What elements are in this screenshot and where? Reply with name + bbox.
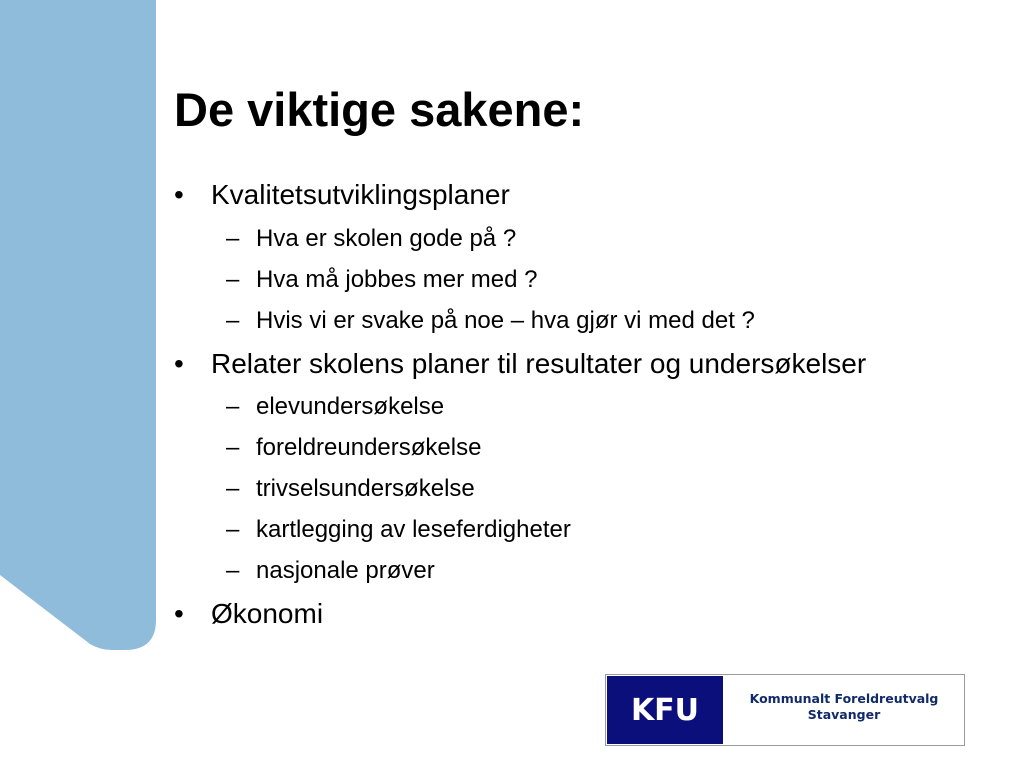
dash-marker: – xyxy=(226,225,240,252)
sub-bullet-text: trivselsundersøkelse xyxy=(256,475,475,502)
dash-marker: – xyxy=(226,393,240,420)
dash-marker: – xyxy=(226,307,240,334)
decorative-side-band xyxy=(0,0,160,660)
sub-bullet-text: kartlegging av leseferdigheter xyxy=(256,516,571,543)
sub-bullet-text: nasjonale prøver xyxy=(256,557,435,584)
bullet-text: Økonomi xyxy=(211,598,324,629)
side-band-shape xyxy=(0,0,156,650)
bullet-marker: • xyxy=(174,598,184,629)
sub-bullet-text: Hva er skolen gode på ? xyxy=(256,225,517,252)
logo-organization-name xyxy=(728,691,960,723)
dash-marker: – xyxy=(226,557,240,584)
dash-marker: – xyxy=(226,434,240,461)
logo-block xyxy=(607,676,723,744)
dash-marker: – xyxy=(226,266,240,293)
dash-marker: – xyxy=(226,475,240,502)
sub-bullet-text: Hvis vi er svake på noe – hva gjør vi med det ? xyxy=(256,307,755,334)
bullet-text: Kvalitetsutviklingsplaner xyxy=(211,179,510,210)
slide-title: De viktige sakene: xyxy=(174,83,585,136)
bullet-text: Relater skolens planer til resultater og undersøkelser xyxy=(211,348,867,379)
kfu-logo xyxy=(605,674,965,746)
dash-marker: – xyxy=(226,516,240,543)
bullet-marker: • xyxy=(174,348,184,379)
sub-bullet-text: Hva må jobbes mer med ? xyxy=(256,266,538,293)
logo-name-line-1: Kommunalt Foreldreutvalg xyxy=(749,691,939,706)
bullet-marker: • xyxy=(174,179,184,210)
logo-name-line-2: Stavanger xyxy=(807,707,881,722)
logo-abbreviation: KFU xyxy=(630,692,700,728)
sub-bullet-text: foreldreundersøkelse xyxy=(256,434,482,461)
sub-bullet-text: elevundersøkelse xyxy=(256,393,445,420)
